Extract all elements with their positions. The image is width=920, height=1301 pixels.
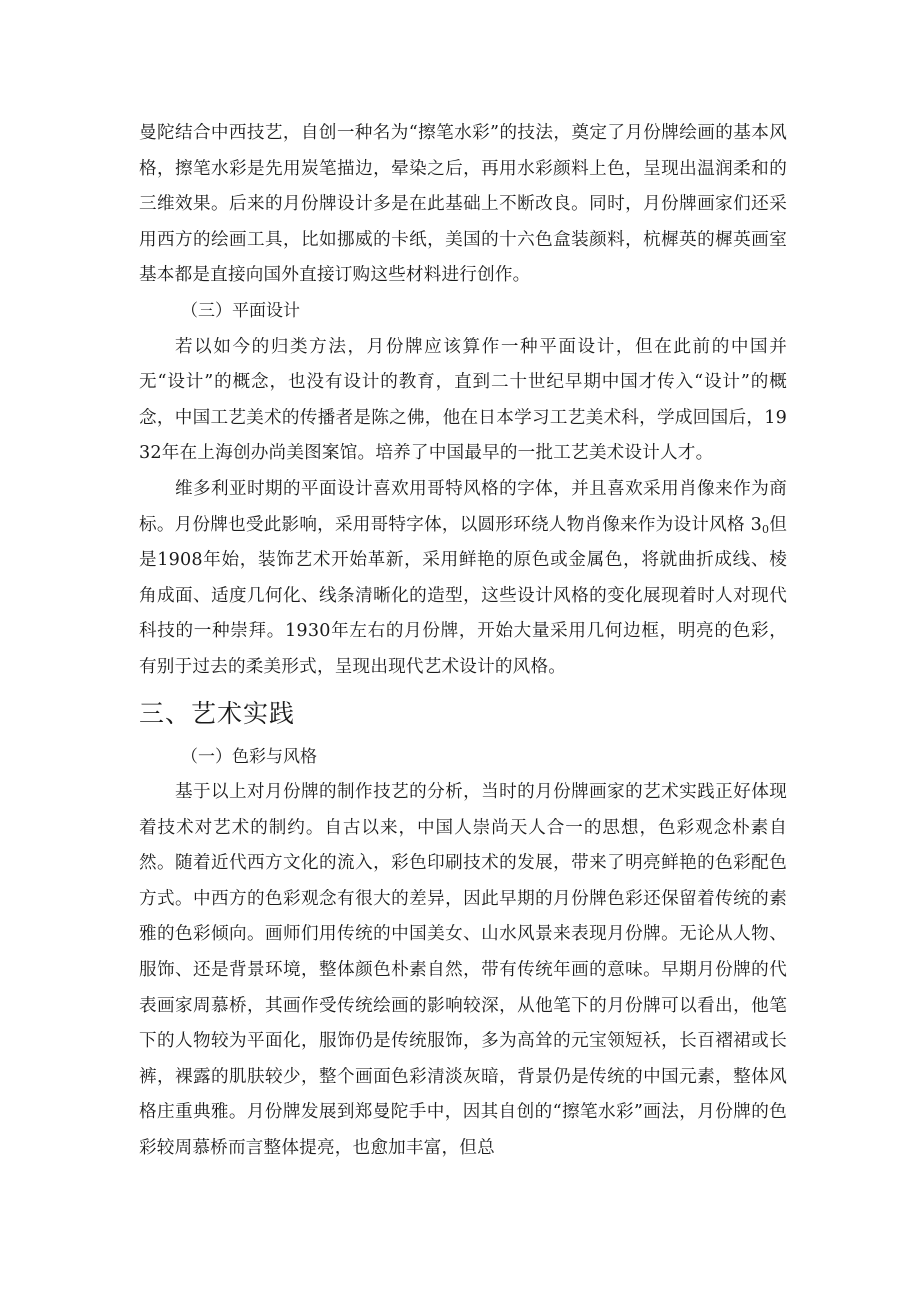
paragraph-brush-watercolor: 曼陀结合中西技艺，自创一种名为“擦笔水彩”的技法，奠定了月份牌绘画的基本风格，擦笔水彩是先用炭笔描边，晕染之后，再用水彩颜料上色，呈现出温润柔和的三维效果。后来的月份牌设计多是在此基础上不断改良。同时，月份牌画家们还采用西方的绘画工具，比如挪威的卡纸，美国的十六色盒装颜料，杭樨英的樨英画室基本都是直接向国外直接订购这些材料进行创作。 — [139, 123, 787, 286]
section-title-art-practice: 三、艺术实践 — [139, 698, 296, 728]
paragraph-victorian-style — [139, 472, 787, 686]
subsection-title-color-style: （一）色彩与风格 — [181, 746, 317, 767]
paragraph-victorian-style-part1: 维多利亚时期的平面设计喜欢用哥特风格的字体，并且喜欢采用肖像来作为商标。月份牌也受此影响，采用哥特字体，以圆形环绕人物肖像来作为设计风格 3 — [139, 478, 787, 535]
subscript-mark: 0 — [761, 522, 770, 536]
paragraph-victorian-style-part2: 但是1908年始，装饰艺术开始革新，采用鲜艳的原色或金属色，将就曲折成线、棱角成面、适度几何化、线条清晰化的造型，这些设计风格的变化展现着时人对现代科技的一种崇拜。1930年左右的月份牌，开始大量采用几何边框，明亮的色彩，有别于过去的柔美形式，呈现出现代艺术设计的风格。 — [139, 514, 787, 677]
subsection-title-graphic-design: （三）平面设计 — [181, 300, 300, 321]
paragraph-design-concept: 若以如今的归类方法，月份牌应该算作一种平面设计，但在此前的中国并无“设计”的概念，也没有设计的教育，直到二十世纪早期中国才传入“设计”的概念，中国工艺美术的传播者是陈之佛，他在日本学习工艺美术科，学成回国后，1932年在上海创办尚美图案馆。培养了中国最早的一批工艺美术设计人才。 — [139, 336, 787, 464]
document-page — [139, 116, 787, 1167]
paragraph-color-practice: 基于以上对月份牌的制作技艺的分析，当时的月份牌画家的艺术实践正好体现着技术对艺术的制约。自古以来，中国人崇尚天人合一的思想，色彩观念朴素自然。随着近代西方文化的流入，彩色印刷技术的发展，带来了明亮鲜艳的色彩配色方式。中西方的色彩观念有很大的差异，因此早期的月份牌色彩还保留着传统的素雅的色彩倾向。画师们用传统的中国美女、山水风景来表现月份牌。无论从人物、服饰、还是背景环境，整体颜色朴素自然，带有传统年画的意味。早期月份牌的代表画家周慕桥，其画作受传统绘画的影响较深，从他笔下的月份牌可以看出，他笔下的人物较为平面化，服饰仍是传统服饰，多为高耸的元宝领短袄，长百褶裙或长裤，裸露的肌肤较少，整个画面色彩清淡灰暗，背景仍是传统的中国元素，整体风格庄重典雅。月份牌发展到郑曼陀手中，因其自创的“擦笔水彩”画法，月份牌的色彩较周慕桥而言整体提亮，也愈加丰富，但总 — [139, 782, 787, 1159]
